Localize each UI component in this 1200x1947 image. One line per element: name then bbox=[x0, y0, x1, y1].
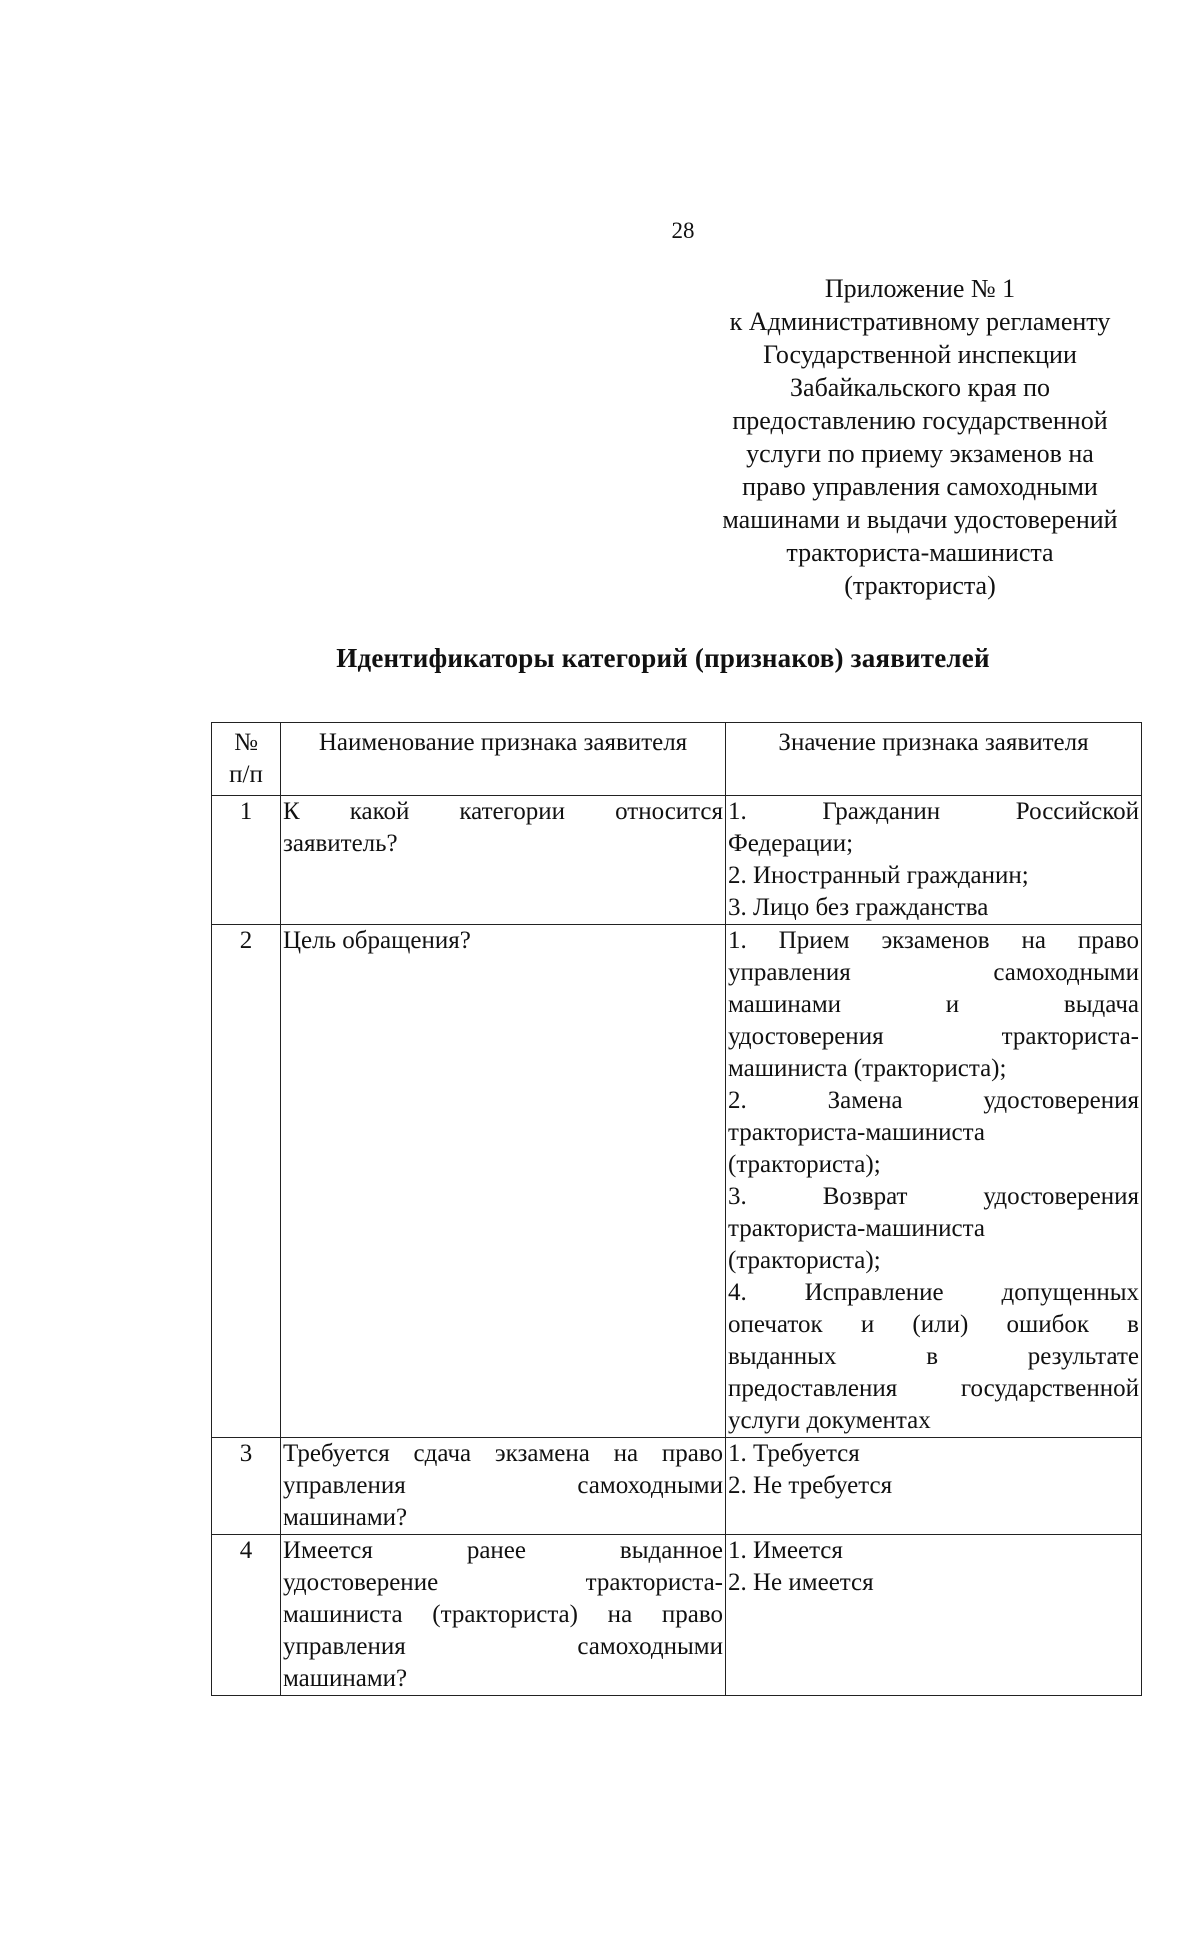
row-value-line: (тракториста); bbox=[728, 1151, 881, 1178]
row-name-line: Имеется ранее выданное bbox=[283, 1537, 723, 1564]
row-value-line: 3. Лицо без гражданства bbox=[728, 894, 989, 921]
row-value-line: 1. Гражданин Российской bbox=[728, 798, 1139, 825]
page-number-text: 28 bbox=[671, 218, 695, 243]
row-number: 3 bbox=[212, 1438, 281, 1535]
row-value-line: 4. Исправление допущенных bbox=[728, 1279, 1139, 1306]
row-value-line: 2. Замена удостоверения bbox=[728, 1087, 1139, 1114]
table-row bbox=[212, 1535, 1142, 1696]
table-row bbox=[212, 925, 1142, 1438]
appendix-line: к Административному регламенту bbox=[729, 307, 1111, 336]
row-value-line: 2. Не имеется bbox=[728, 1569, 874, 1596]
table-row bbox=[212, 796, 1142, 925]
row-value-line: машинами и выдача bbox=[728, 991, 1139, 1018]
row-value bbox=[726, 925, 1142, 1438]
appendix-line: право управления самоходными bbox=[742, 472, 1098, 501]
row-number: 1 bbox=[212, 796, 281, 925]
row-name-line: машинами? bbox=[283, 1504, 408, 1531]
row-value-line: тракториста-машиниста bbox=[728, 1119, 985, 1146]
appendix-line: (тракториста) bbox=[844, 571, 996, 600]
row-value bbox=[726, 1438, 1142, 1535]
row-name-line: управления самоходными bbox=[283, 1633, 723, 1660]
row-value-line: машиниста (тракториста); bbox=[728, 1055, 1007, 1082]
row-name-line: машиниста (тракториста) на право bbox=[283, 1601, 723, 1628]
row-name-line: К какой категории относится bbox=[283, 798, 723, 825]
row-value bbox=[726, 796, 1142, 925]
row-number: 4 bbox=[212, 1535, 281, 1696]
row-name-line: заявитель? bbox=[283, 830, 398, 857]
table-header-row bbox=[212, 723, 1142, 796]
appendix-line: тракториста-машиниста bbox=[786, 538, 1054, 567]
row-name-line: Цель обращения? bbox=[283, 927, 471, 954]
appendix-header bbox=[660, 272, 1180, 602]
appendix-line: Забайкальского края по bbox=[790, 373, 1050, 402]
row-value-line: тракториста-машиниста bbox=[728, 1215, 985, 1242]
header-name: Наименование признака заявителя bbox=[281, 723, 726, 796]
row-name bbox=[281, 925, 726, 1438]
row-value-line: 2. Не требуется bbox=[728, 1472, 893, 1499]
table-row bbox=[212, 1438, 1142, 1535]
row-name bbox=[281, 796, 726, 925]
row-value-line: услуги документах bbox=[728, 1407, 931, 1434]
row-value-line: 1. Прием экзаменов на право bbox=[728, 927, 1139, 954]
document-title bbox=[0, 643, 1200, 674]
row-name bbox=[281, 1535, 726, 1696]
row-name-line: удостоверение тракториста- bbox=[283, 1569, 723, 1596]
appendix-line: предоставлению государственной bbox=[732, 406, 1108, 435]
row-name-line: управления самоходными bbox=[283, 1472, 723, 1499]
row-value-line: 2. Иностранный гражданин; bbox=[728, 862, 1029, 889]
row-value-line: управления самоходными bbox=[728, 959, 1139, 986]
row-value-line: предоставления государственной bbox=[728, 1375, 1139, 1402]
row-value-line: (тракториста); bbox=[728, 1247, 881, 1274]
appendix-line: Государственной инспекции bbox=[763, 340, 1077, 369]
row-value-line: удостоверения тракториста- bbox=[728, 1023, 1139, 1050]
document-title-text: Идентификаторы категорий (признаков) заявителей bbox=[336, 643, 990, 673]
row-name-line: машинами? bbox=[283, 1665, 408, 1692]
row-number: 2 bbox=[212, 925, 281, 1438]
header-number-line: п/п bbox=[229, 761, 263, 788]
row-name-line: Требуется сдача экзамена на право bbox=[283, 1440, 723, 1467]
row-value-line: 3. Возврат удостоверения bbox=[728, 1183, 1139, 1210]
row-value-line: опечаток и (или) ошибок в bbox=[728, 1311, 1139, 1338]
row-value-line: выданных в результате bbox=[728, 1343, 1139, 1370]
page-number bbox=[0, 218, 1200, 244]
row-value-line: 1. Требуется bbox=[728, 1440, 860, 1467]
appendix-line: услуги по приему экзаменов на bbox=[746, 439, 1094, 468]
row-value bbox=[726, 1535, 1142, 1696]
header-number bbox=[212, 723, 281, 796]
header-number-line: № bbox=[234, 729, 258, 756]
row-name bbox=[281, 1438, 726, 1535]
row-value-line: Федерации; bbox=[728, 830, 854, 857]
appendix-line: машинами и выдачи удостоверений bbox=[722, 505, 1118, 534]
applicant-criteria-table bbox=[211, 722, 1142, 1696]
row-value-line: 1. Имеется bbox=[728, 1537, 843, 1564]
header-value: Значение признака заявителя bbox=[726, 723, 1142, 796]
appendix-line: Приложение № 1 bbox=[824, 274, 1016, 303]
